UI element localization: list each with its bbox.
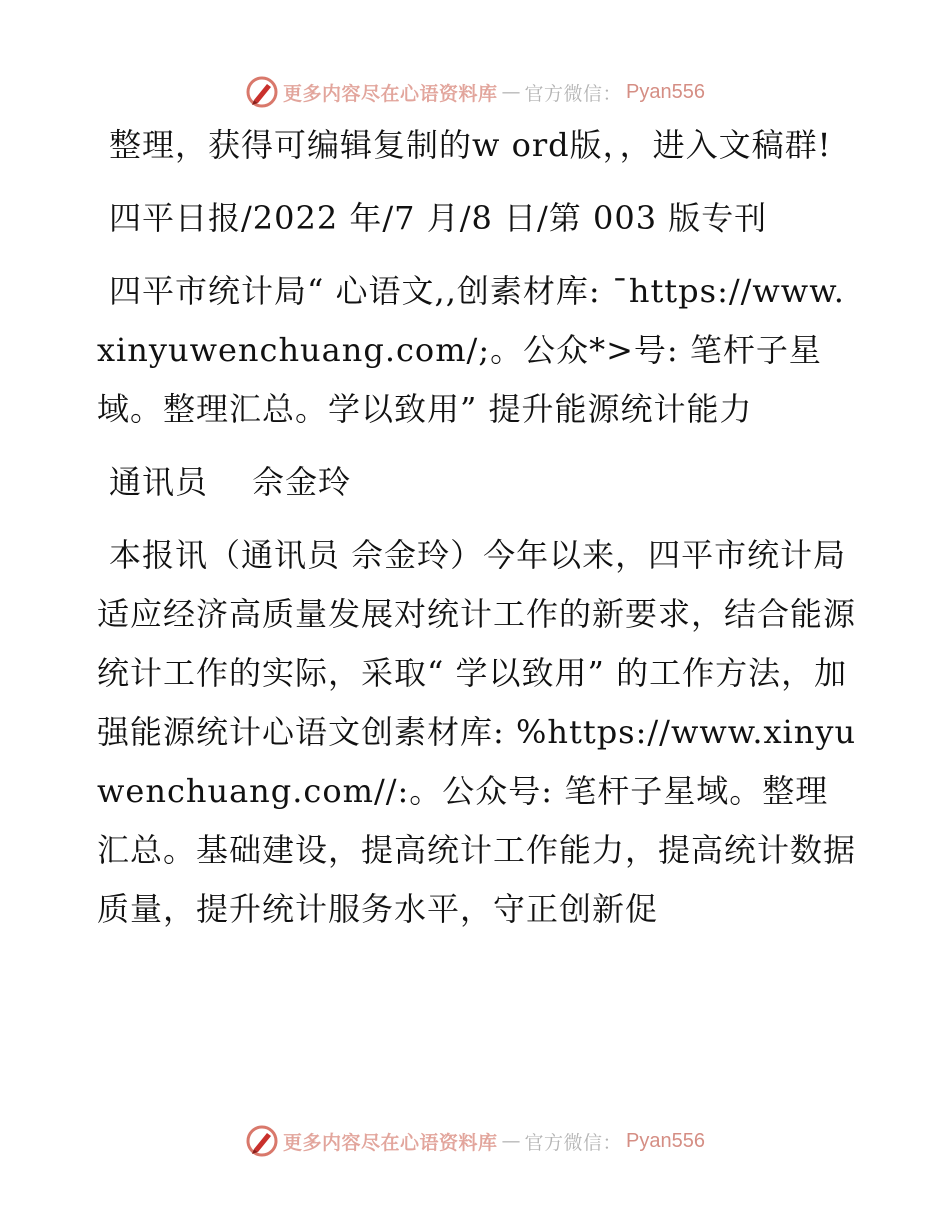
paragraph-source: 四平日报/2022 年/7 月/8 日/第 003 版专刊 [109,199,768,237]
header-watermark [0,72,950,112]
paragraph-intro: 整理，获得可编辑复制的w ord版，，进入文稿群! [109,126,832,164]
footer-watermark [0,1121,950,1161]
paragraph-body: 本报讯（通讯员 佘金玲）今年以来，四平市统计局适应经济高质量发展对统计工作的新要求，结合能源统计工作的实际，采取“ 学以致用” 的工作方法，加强能源统计心语文创素材库: %https://www.xinyuwenchuang.com//:。公众号: 笔杆子星域。整理汇总。基础建设，提高统计工作能力，提高统计数据质量，提升统计服务水平，守正创新促 [97,536,857,928]
pen-logo-icon [245,75,279,109]
watermark-separator: — [501,1130,521,1152]
paragraph-headline: 四平市统计局“ 心语文,,创素材库: ¯https://www.xinyuwenchuang.com/;。公众*>号: 笔杆子星域。整理汇总。学以致用” 提升能源统计能力 [97,272,845,428]
watermark-wechat-id: Pyan556 [626,80,705,103]
watermark-site-text: 更多内容尽在心语资料库 [283,82,498,105]
watermark-wechat-label: 官方微信： [524,82,623,105]
watermark-separator: — [501,81,521,103]
watermark-wechat-label: 官方微信： [524,1131,623,1154]
pen-logo-icon [245,1124,279,1158]
watermark-site-text: 更多内容尽在心语资料库 [283,1131,498,1154]
paragraph-byline: 通讯员 佘金玲 [109,463,352,501]
document-body [97,116,857,939]
watermark-wechat-id: Pyan556 [626,1129,705,1152]
